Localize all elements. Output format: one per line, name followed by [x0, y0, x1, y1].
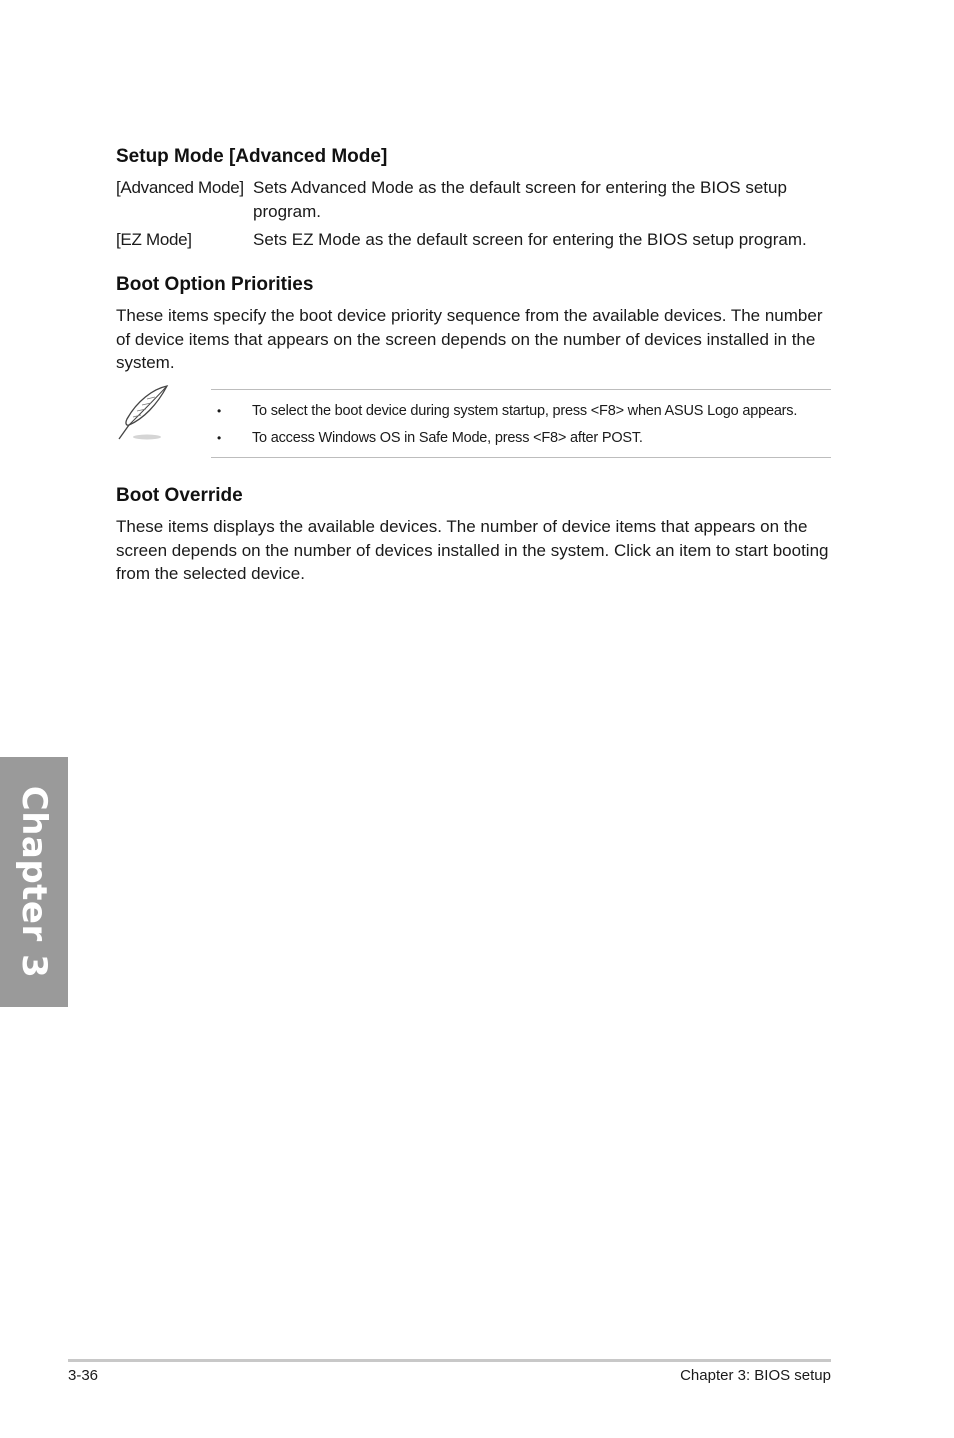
boot-option-priorities-heading: Boot Option Priorities	[116, 274, 314, 295]
boot-override-paragraph: These items displays the available devices. The number of device items that appears on the screen depends on the number of devices installed in the system. Click an item to start booting from the selected device.	[116, 517, 829, 583]
option-desc-advanced-mode: Sets Advanced Mode as the default screen for entering the BIOS setup program.	[253, 178, 787, 221]
chapter-side-tab	[0, 757, 68, 1007]
setup-mode-heading: Setup Mode [Advanced Mode]	[116, 146, 388, 167]
boot-override-heading: Boot Override	[116, 485, 243, 506]
option-key-advanced-mode: [Advanced Mode]	[116, 178, 244, 197]
bullet: •	[217, 404, 222, 418]
option-key-ez-mode: [EZ Mode]	[116, 230, 192, 249]
feather-pen-icon	[113, 383, 175, 443]
note-text: To select the boot device during system startup, press <F8> when ASUS Logo appears.	[252, 403, 798, 419]
footer-divider	[68, 1359, 831, 1362]
page-number: 3-36	[68, 1367, 99, 1384]
option-desc-ez-mode: Sets EZ Mode as the default screen for entering the BIOS setup program.	[253, 230, 807, 249]
note-text: To access Windows OS in Safe Mode, press <F8> after POST.	[252, 430, 643, 446]
note-box	[211, 389, 831, 458]
bullet: •	[217, 431, 222, 445]
footer-chapter-title: Chapter 3: BIOS setup	[680, 1367, 831, 1384]
chapter-side-tab-label: Chapter 3	[14, 785, 54, 979]
boot-option-priorities-paragraph: These items specify the boot device priority sequence from the available devices. The number of device items that appears on the screen depends on the number of devices installed in the system.	[116, 306, 823, 372]
